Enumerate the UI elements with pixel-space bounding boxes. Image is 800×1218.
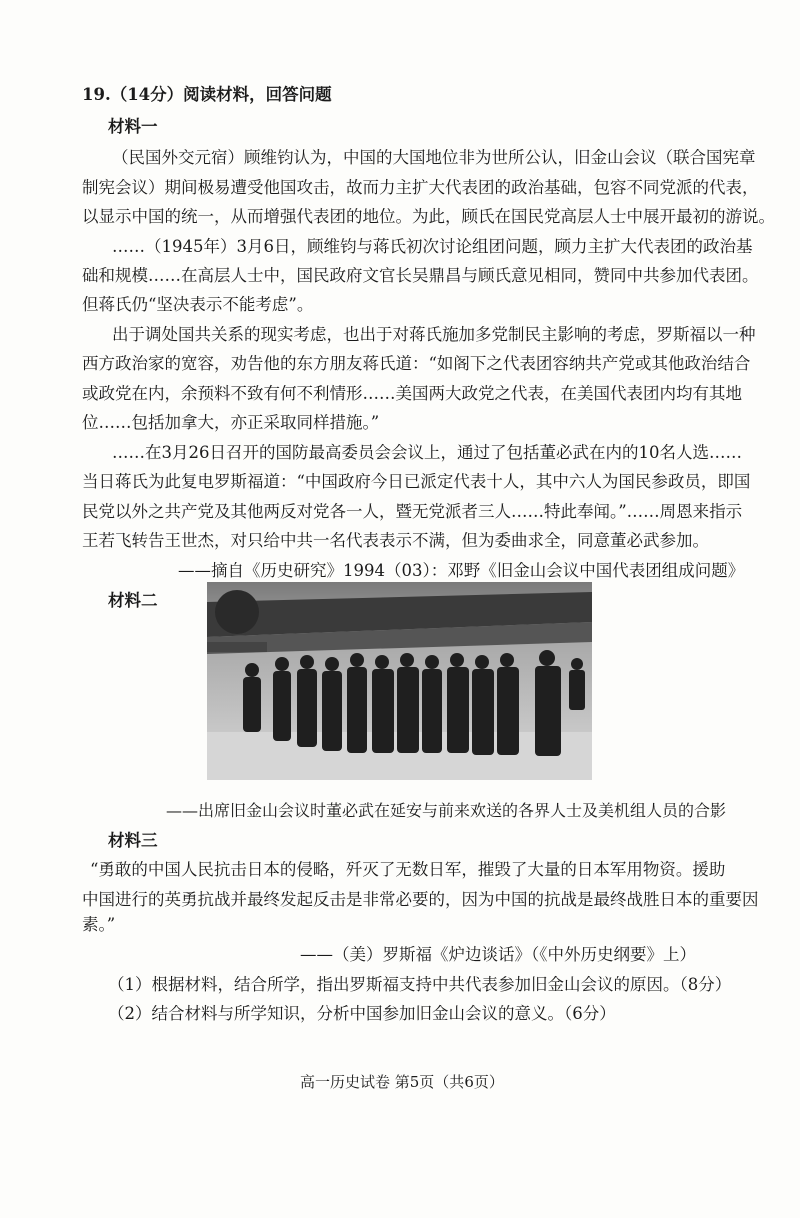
material1-line: 民党以外之共产党及其他两反对党各一人，暨无党派者三人……特此奉闻。”……周恩来指示 — [82, 502, 743, 521]
material1-source: ——摘自《历史研究》1994（03）：邓野《旧金山会议中国代表团组成问题》 — [178, 561, 745, 580]
subquestion: （1）根据材料，结合所学，指出罗斯福支持中共代表参加旧金山会议的原因。（8分） — [108, 975, 732, 994]
material1-line: 以显示中国的统一，从而增强代表团的地位。为此，顾氏在国民党高层人士中展开最初的游说。 — [82, 207, 775, 226]
page-footer: 高一历史试卷 第5页（共6页） — [300, 1073, 504, 1091]
material2-title: 材料二 — [108, 591, 158, 610]
group-photo — [207, 582, 592, 780]
material3-source: ——（美）罗斯福《炉边谈话》（《中外历史纲要》上） — [300, 945, 696, 964]
material1-title: 材料一 — [108, 117, 158, 136]
material1-line: 王若飞转告王世杰，对只给中共一名代表表示不满，但为委曲求全，同意董必武参加。 — [82, 531, 709, 550]
material3-title: 材料三 — [108, 831, 158, 850]
question-header: 19.（14分）阅读材料，回答问题 — [82, 85, 332, 104]
material3-line: 中国进行的英勇抗战并最终发起反击是非常必要的，因为中国的抗战是最终战胜日本的重要因 — [82, 890, 759, 909]
material3-line: “勇敢的中国人民抗击日本的侵略，歼灭了无数日军，摧毁了大量的日本军用物资。援助 — [90, 860, 726, 879]
material1-line: 础和规模……在高层人士中，国民政府文官长吴鼎昌与顾氏意见相同，赞同中共参加代表团。 — [82, 266, 759, 285]
material1-line: 西方政治家的宽容，劝告他的东方朋友蒋氏道：“如阁下之代表团容纳共产党或其他政治结合 — [82, 354, 751, 373]
material1-line: ……（1945年）3月6日，顾维钧与蒋氏初次讨论组团问题，顾力主扩大代表团的政治基 — [112, 237, 753, 256]
material2-caption: ——出席旧金山会议时董必武在延安与前来欢送的各界人士及美机组人员的合影 — [166, 801, 727, 820]
subquestion: （2）结合材料与所学知识，分析中国参加旧金山会议的意义。（6分） — [108, 1004, 616, 1023]
material1-line: 或政党在内，余预料不致有何不利情形……美国两大政党之代表，在美国代表团内均有其地 — [82, 384, 742, 403]
material1-line: 当日蒋氏为此复电罗斯福道：“中国政府今日已派定代表十人，其中六人为国民参政员，即国 — [82, 472, 751, 491]
material3-line: 素。” — [82, 915, 116, 934]
material1-line: ……在3月26日召开的国防最高委员会会议上，通过了包括董必武在内的10名人选…… — [112, 443, 742, 462]
material1-line: 出于调处国共关系的现实考虑，也出于对蒋氏施加多党制民主影响的考虑，罗斯福以一种 — [112, 325, 756, 344]
material1-line: （民国外交元宿）顾维钧认为，中国的大国地位非为世所公认，旧金山会议（联合国宪章 — [112, 148, 756, 167]
material1-line: 制宪会议）期间极易遭受他国攻击，故而力主扩大代表团的政治基础，包容不同党派的代表， — [82, 178, 759, 197]
material1-line: 位……包括加拿大，亦正采取同样措施。” — [82, 413, 380, 432]
material1-line: 但蒋氏仍“坚决表示不能考虑”。 — [82, 295, 314, 314]
